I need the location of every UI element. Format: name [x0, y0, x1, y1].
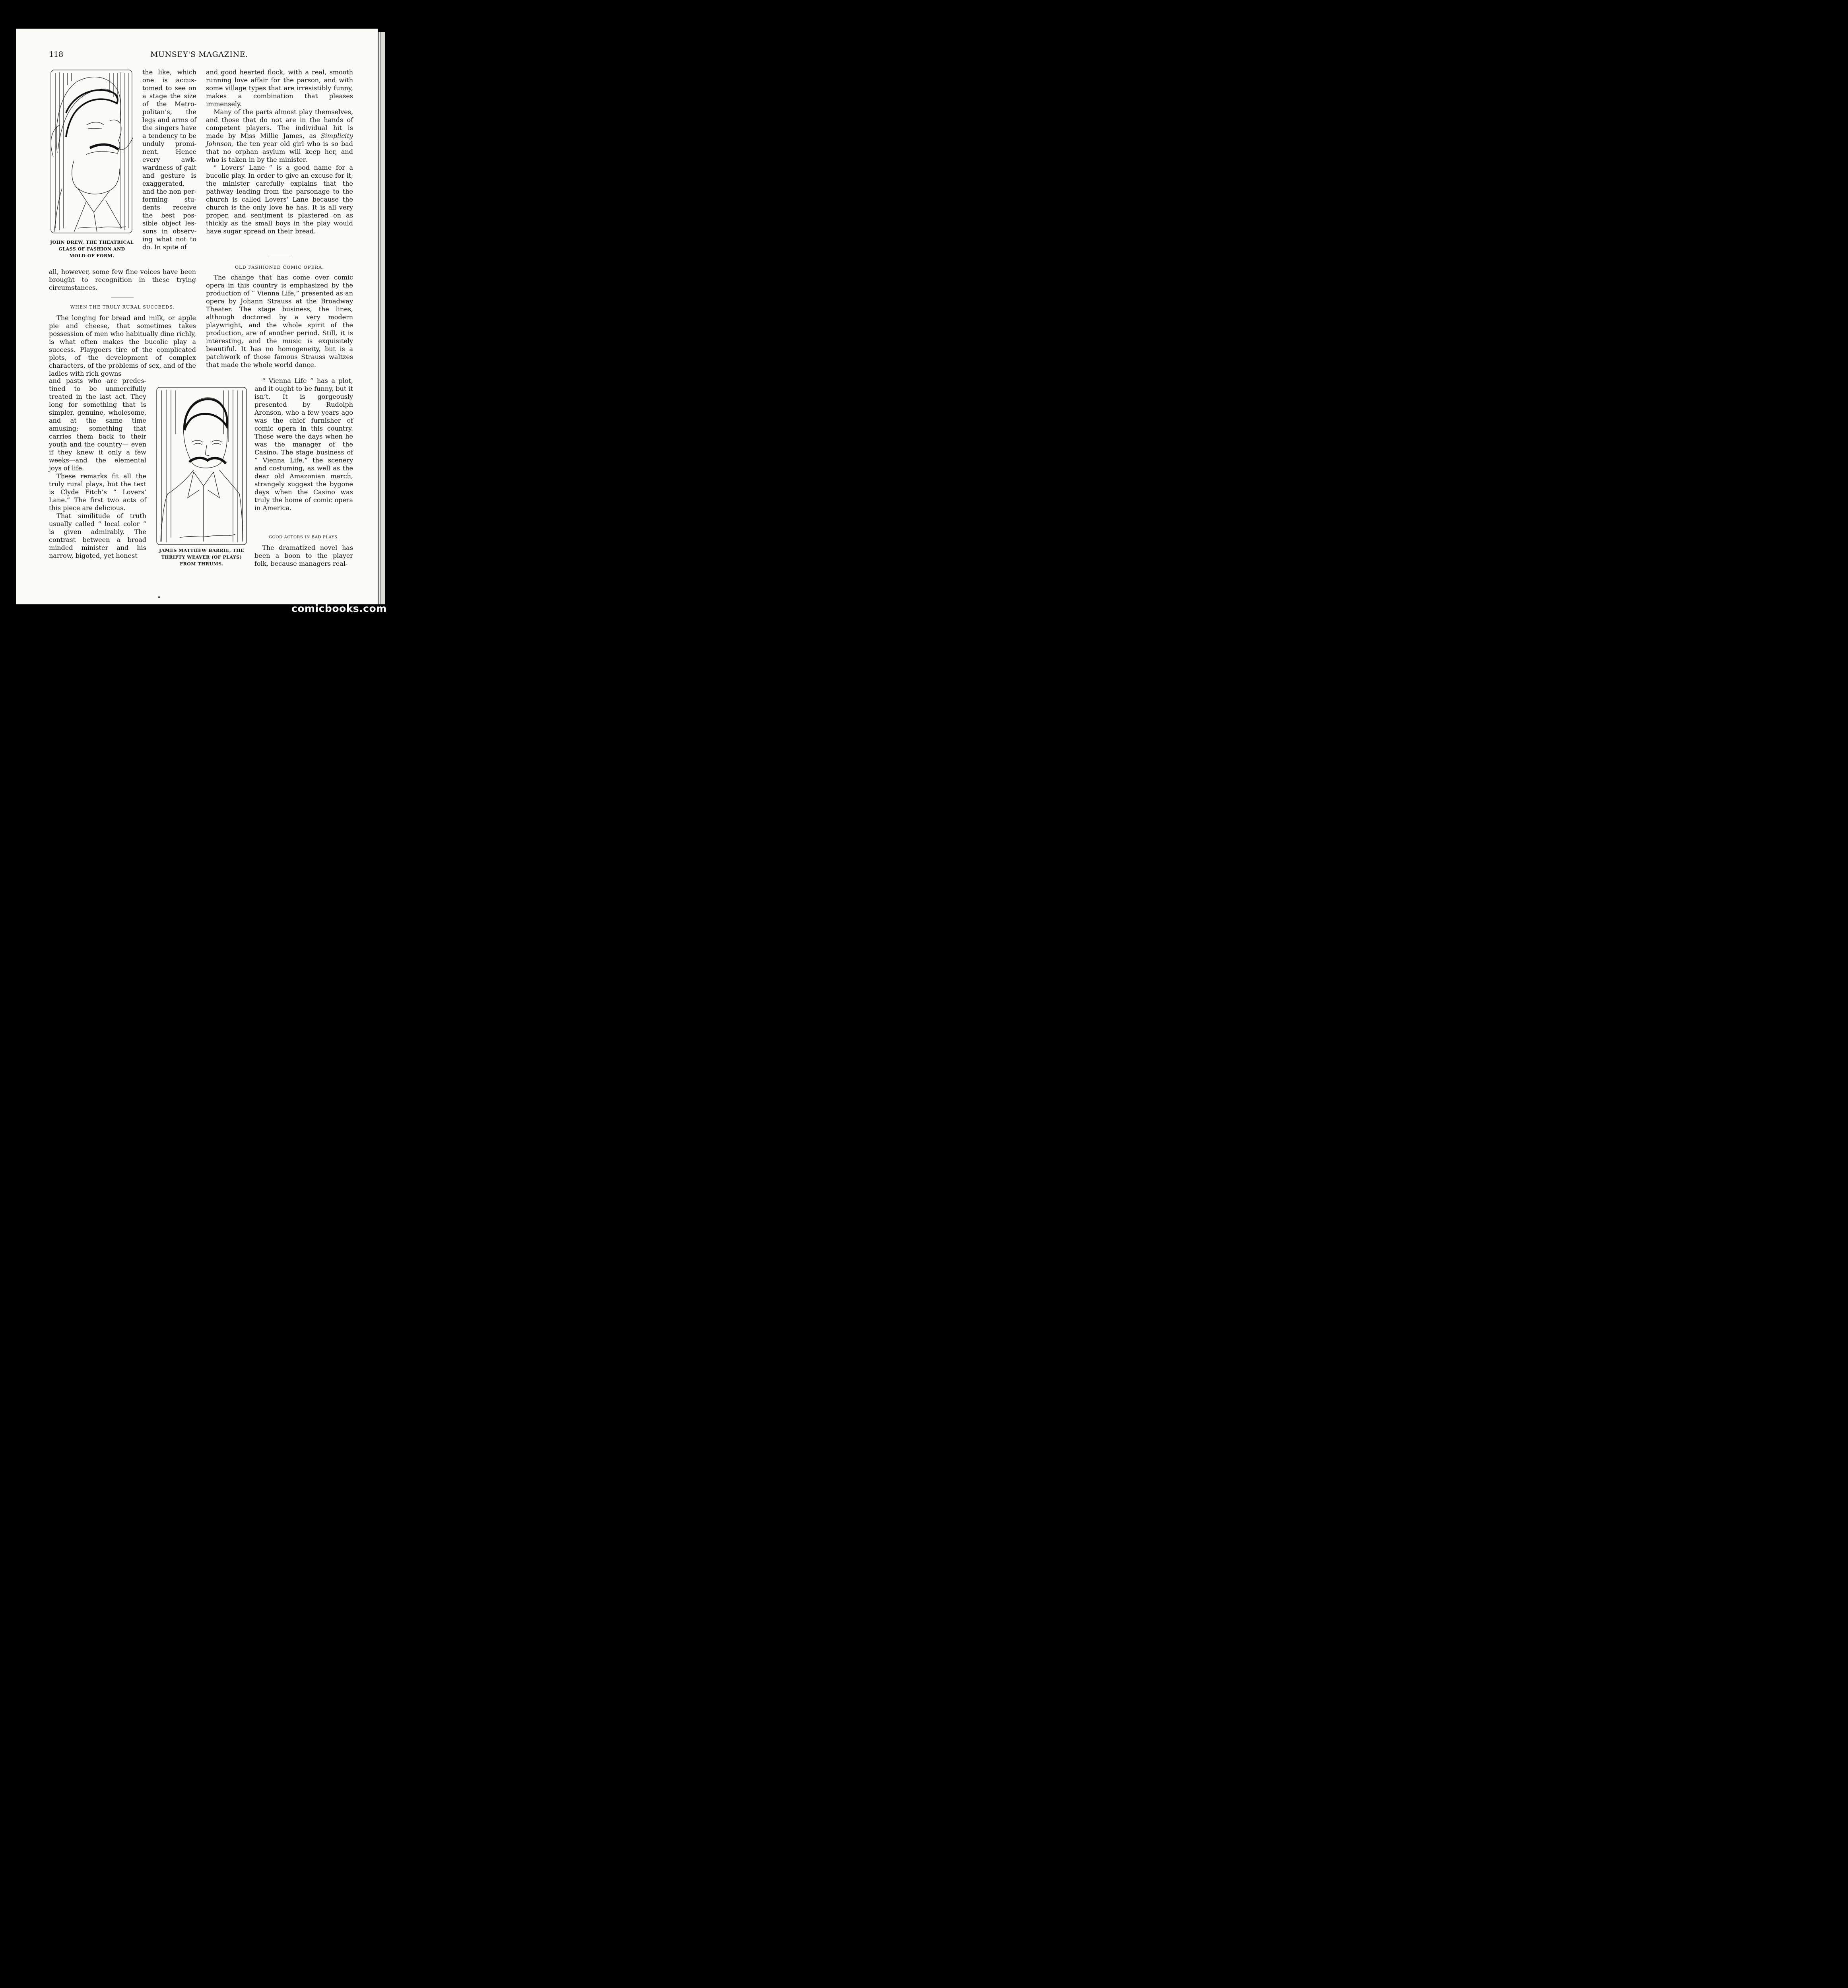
- col1-rural-text: [49, 314, 196, 378]
- james-barrie-portrait: [156, 386, 247, 546]
- paragraph: and good hearted flock, with a real, smooth running love affair for the parson, and with some village types that are irresistibly funny, makes a combination that pleases immensely.: [206, 68, 353, 108]
- col1-text-beside-portrait: [142, 68, 196, 251]
- col2-actors-text: [254, 544, 353, 568]
- barrie-caption-line: JAMES MATTHEW BARRIE, THE: [159, 548, 244, 553]
- col1-rural-text-narrow: [49, 377, 146, 560]
- magazine-title: MUNSEY'S MAGAZINE.: [150, 50, 248, 59]
- paragraph: the like, which one is accustomed to see on a stage the size of the Metropolitan’s, the legs and arms of the singers have a tendency to be unduly prominent. Hence every awkwardness of gait and gesture is exaggerated, and the non performing students receive the best possible object lessons in observing what not to do. In spite of: [142, 68, 196, 251]
- drew-caption-line: JOHN DREW, THE THEATRICAL: [50, 240, 134, 245]
- paragraph: “ Vienna Life ” has a plot, and it ought to be funny, but it isn’t. It is gorgeously presented by Rudolph Aronson, who a few years ago was the chief furnisher of comic opera in this country. Those were the days when he was the manager of the Casino. The stage business of “ Vienna Life,” the scenery and costuming, as well as the dear old Amazonian march, strangely suggest the bygone days when the Casino was truly the home of comic opera in America.: [254, 377, 353, 512]
- ink-speck: [158, 596, 160, 598]
- section-heading-actors: GOOD ACTORS IN BAD PLAYS.: [269, 535, 339, 540]
- paragraph: all, however, some few fine voices have been brought to recognition in these trying circumstances.: [49, 268, 196, 291]
- italic-role-name: Simplicity Johnson,: [206, 132, 353, 148]
- book-spine: [379, 32, 385, 604]
- paragraph: The dramatized novel has been a boon to the player folk, because managers real-: [254, 544, 353, 567]
- col2-opera-text: [206, 274, 353, 369]
- col1-continuation: [49, 268, 196, 292]
- text-run: the ten year old girl who is so bad that no orphan asylum will keep her, and who is taken in by the minister.: [206, 140, 353, 163]
- barrie-caption-line: THRIFTY WEAVER (OF PLAYS): [161, 555, 242, 560]
- watermark: comicbooks.com: [291, 603, 387, 614]
- page-number: 118: [49, 50, 64, 59]
- section-heading-rural: WHEN THE TRULY RURAL SUCCEEDS.: [70, 305, 175, 310]
- barrie-caption-line: FROM THRUMS.: [180, 561, 223, 567]
- col2-opera-text-narrow: [254, 377, 353, 512]
- drew-caption-line: GLASS OF FASHION AND: [58, 247, 125, 252]
- paragraph: and pasts who are predestined to be unmercifully treated in the last act. They long for something that is simpler, genuine, wholesome, and at the same time amusing; something that carries them back to their youth and the country— even if they knew it only a few weeks—and the elemental joys of life.: [49, 377, 146, 472]
- paragraph: [206, 108, 353, 164]
- barrie-caption: [153, 547, 250, 567]
- text-run: Many of the parts almost play themselves, and those that do not are in the hands of competent players. The individual hit is made by Miss Millie James, as: [206, 108, 353, 140]
- paragraph: That similitude of truth usually called “ local color ” is given admirably. The contrast between a broad minded minister and his narrow, bigoted, yet honest: [49, 512, 146, 559]
- paragraph: These remarks fit all the truly rural plays, but the text is Clyde Fitch’s “ Lovers’ Lane.” The first two acts of this piece are delicious.: [49, 472, 146, 512]
- paragraph: “ Lovers’ Lane ” is a good name for a bucolic play. In order to give an excuse for it, the minister carefully explains that the pathway leading from the parsonage to the church is called Lovers’ Lane because the church is the only love he has. It is all very proper, and sentiment is plastered on as thickly as the small boys in the play would have sugar spread on their bread.: [206, 164, 353, 235]
- col2-text-top: [206, 68, 353, 235]
- section-heading-opera: OLD FASHIONED COMIC OPERA.: [235, 265, 324, 270]
- drew-caption: [47, 239, 137, 259]
- drew-caption-line: MOLD OF FORM.: [69, 253, 115, 258]
- john-drew-portrait: [50, 69, 133, 235]
- paragraph: The longing for bread and milk, or apple pie and cheese, that sometimes takes possession of men who habitually dine richly, is what often makes the bucolic play a success. Playgoers tire of the complicated plots, of the development of complex characters, of the problems of sex, and of the ladies with rich gowns: [49, 314, 196, 377]
- paragraph: The change that has come over comic opera in this country is emphasized by the production of “ Vienna Life,” presented as an opera by Johann Strauss at the Broadway Theater. The stage business, the lines, although doctored by a very modern playwright, and the whole spirit of the production, are of another period. Still, it is interesting, and the music is exquisitely beautiful. It has no homogeneity, but is a patchwork of those famous Strauss waltzes that made the whole world dance.: [206, 274, 353, 369]
